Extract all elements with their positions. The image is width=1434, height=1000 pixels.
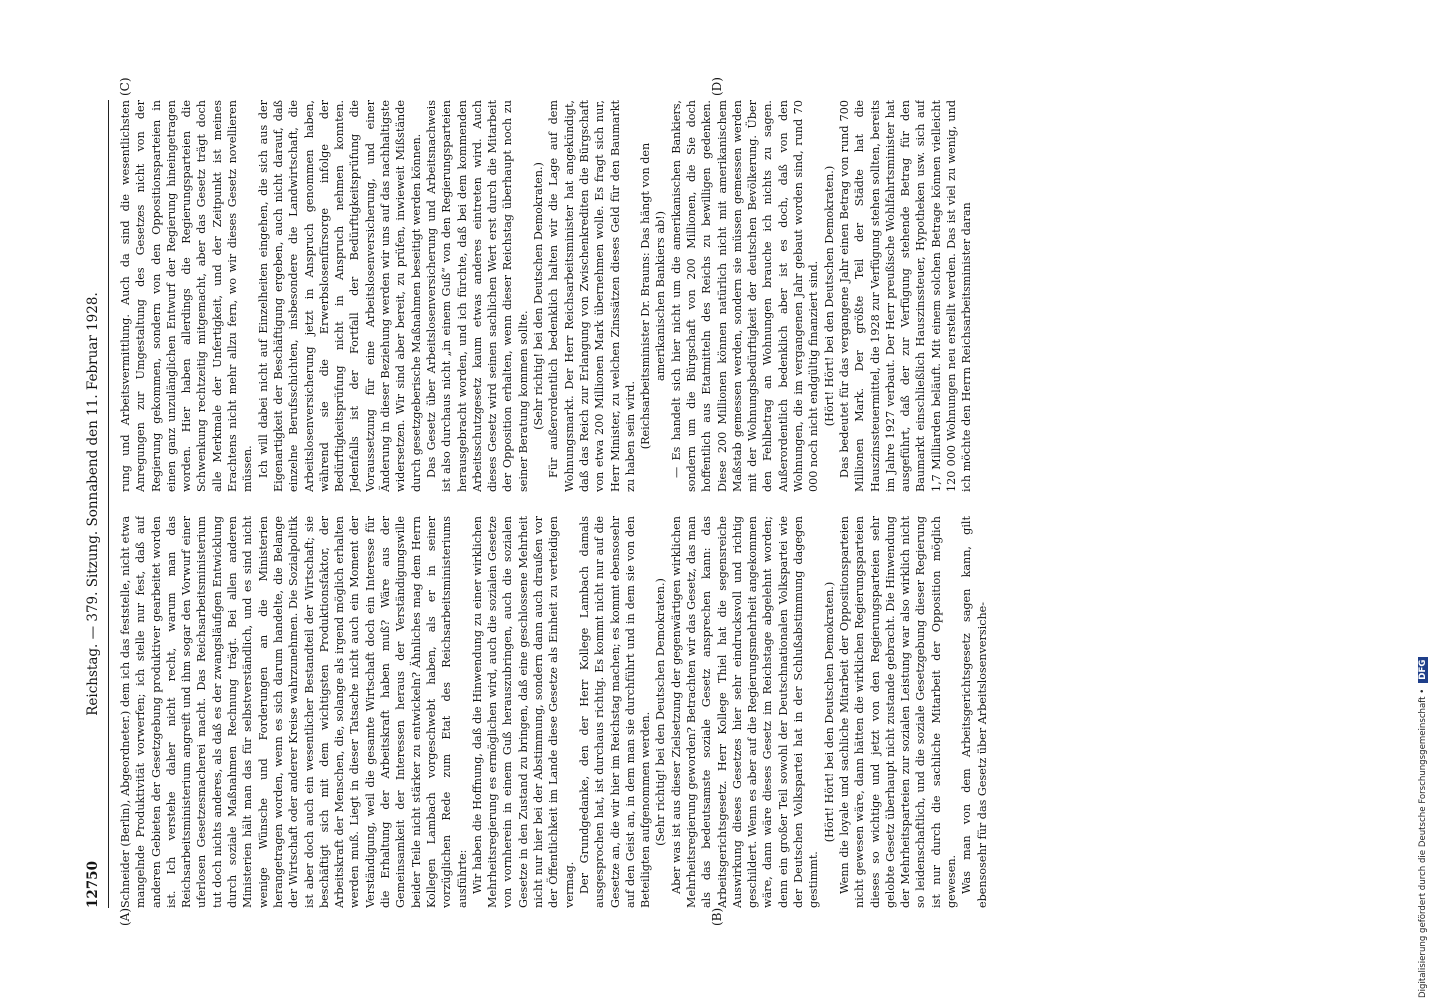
dfg-logo: DFG — [1418, 657, 1428, 683]
header-title: Reichstag. — 379. Sitzung. Sonnabend den 11. Februar 1928. — [85, 292, 101, 716]
text-column-left — [118, 516, 1308, 908]
paragraph: Das Gesetz über Arbeitslosenversicherung und Arbeitsnachweis ist also durchaus nicht „in einem Guß“ von den Regierungsparteien herausgebracht worden, und ich fürchte, daß bei dem kommenden Arbeitsschutzgesetz kaum etwas anderes eintreten wird. Auch dieses Gesetz wird seinen sachlichen Wert erst durch die Mitarbeit der Opposition erhalten, wenn dieser Reichstag überhaupt noch zu seiner Beratung kommen sollte. — [424, 100, 530, 492]
paragraph: Das bedeutet für das vergangene Jahr einen Betrag von rund 700 Millionen Mark. Der größte Teil der Städte hat die Hauszinssteuermittel, die 1928 zur Verfügung stehen sollten, bereits im Jahre 1927 verbaut. Der Herr preußische Wohlfahrtsminister hat ausgeführt, daß der zur Verfügung stehende Betrag für den Baumarkt einschließlich Hauszinssteuer, Hypotheken usw. sich auf 1,7 Milliarden beläuft. Mit einem solchen Betrage können vielleicht 120 000 Wohnungen neu erstellt werden. Das ist viel zu wenig, und ich möchte den Herrn Reichsarbeitsminister daran — [837, 100, 974, 492]
paragraph: Schneider (Berlin), Abgeordneter.) dem ich das feststelle, nicht etwa mangelnde Produktivität vorwerfen; ich stelle nur fest, daß auf anderen Gebieten der Gesetzgebung produktiver gearbeitet worden ist. Ich verstehe daher nicht recht, warum man das Reichsarbeitsministerium angreift und ihm sogar den Vorwurf einer uferlosen Gesetzesmacherei macht. Das Reichsarbeitsministerium tut doch nichts anderes, als daß es der zwangsläufigen Entwicklung durch soziale Maßnahmen Rechnung trägt. Bei allen anderen Ministerien hält man das für selbstverständlich, und es sind nicht wenige Wünsche und Forderungen an die Ministerien herangetragen worden, wenn es sich darum handelte, die Belange der Wirtschaft oder anderer Kreise wahrzunehmen. Die Sozialpolitik ist aber doch auch ein wesentlicher Bestandteil der Wirtschaft; sie beschäftigt sich mit dem wichtigsten Produktionsfaktor, der Arbeitskraft der Menschen, die, solange als irgend möglich erhalten werden muß. Liegt in dieser Tatsache nicht auch ein Moment der Verständigung, weil die gesamte Wirtschaft doch ein Interesse für die Erhaltung der Arbeitskraft haben muß? Wäre aus der Gemeinsamkeit der Interessen heraus der Verständigungswille beider Teile nicht stärker zu entwickeln? Ähnliches mag dem Herrn Kollegen Lambach vorgeschwebt haben, als er in seiner vorzüglichen Rede zum Etat des Reichsarbeitsministeriums ausführte: — [119, 516, 469, 908]
interjection: (Hört! Hört! bei den Deutschen Demokraten.) — [822, 581, 836, 843]
text-column-right — [118, 100, 1308, 492]
page-number: 12750 — [85, 861, 101, 908]
paragraph: Wenn die loyale und sachliche Mitarbeit der Oppositionsparteien nicht gewesen wäre, dann hätten die wirklichen Regierungsparteien dieses so wichtige und jetzt von den Regierungsparteien sehr gelobte Gesetz überhaupt nicht zustande gebracht. Die Hinwendung der Mehrheitsparteien zur sozialen Leistung war also wirklich nicht so leidenschaftlich, und die soziale Gesetzgebung dieser Regierung ist nur durch die sachliche Mitarbeit der Opposition möglich gewesen. — [837, 516, 959, 908]
interjection: (Reichsarbeitsminister Dr. Brauns: Das hängt von den amerikanischen Bankiers ab!) — [639, 142, 668, 450]
credit-text: Digitalisierung gefördert durch die Deutsche Forschungsgemeinschaft • — [1418, 688, 1428, 998]
interjection: (Sehr richtig! bei den Deutschen Demokraten.) — [654, 578, 668, 846]
header-rule — [108, 100, 109, 908]
quotation: Wir haben die Hoffnung, daß die Hinwendung zu einer wirklichen Mehrheitsregierung es ermöglichen wird, auch die sozialen Gesetze von vornherein in einem Guß herauszubringen, auch die sozialen Gesetze in den Zustand zu bringen, daß eine geschlossene Mehrheit nicht nur hier bei der Abstimmung, sondern dann auch draußen vor der Öffentlichkeit im Lande diese Gesetze als Einheit zu verteidigen vermag. — [470, 516, 576, 908]
interjection: (Hört! Hört! bei den Deutschen Demokraten.) — [822, 165, 836, 427]
paragraph: Was man von dem Arbeitsgerichtsgesetz sagen kann, gilt ebensosehr für das Gesetz über Arbeitslosenversiche- — [960, 516, 989, 908]
paragraph: Für außerordentlich bedenklich halten wir die Lage auf dem Wohnungsmarkt. Der Herr Reichsarbeitsminister hat angekündigt, daß das Reich zur Erlangung von Zwischenkrediten die Bürgschaft von etwa 200 Millionen Mark übernehmen wolle. Es fragt sich nur, Herr Minister, zu welchen Zinssätzen dieses Geld für den Baumarkt zu haben sein wird. — [547, 100, 637, 492]
paragraph: rung und Arbeitsvermittlung. Auch da sind die wesentlichsten Anregungen zur Umgestaltung des Gesetzes nicht von der Regierung gekommen, sondern von den Oppositionsparteien in einen ganz unzulänglichen Entwurf der Regierung hineingetragen worden. Hier haben allerdings die Regierungsparteien die Schwenkung rechtzeitig mitgemacht, aber das Gesetz trägt doch alle Merkmale der Unfertigkeit, und der Zeitpunkt ist meines Erachtens nicht mehr allzu fern, wo wir dieses Gesetz novellieren müssen. — [119, 100, 255, 492]
paragraph: Aber was ist aus dieser Zielsetzung der gegenwärtigen wirklichen Mehrheitsregierung geworden? Betrachten wir das Gesetz, das man als das bedeutsamste soziale Gesetz ansprechen kann: das Arbeitsgerichtsgesetz. Herr Kollege Thiel hat die segensreiche Auswirkung dieses Gesetzes hier sehr eindrucksvoll und richtig geschildert. Wenn es aber auf die Regierungsmehrheit angekommen wäre, dann wäre dieses Gesetz im Reichstage abgelehnt worden; denn ein großer Teil sowohl der Deutschnationalen Volkspartei wie der Deutschen Volkspartei hat in der Schlußabstimmung dagegen gestimmt. — [669, 516, 821, 908]
digitization-credit — [1418, 2, 1428, 998]
paragraph: — Es handelt sich hier nicht um die amerikanischen Bankiers, sondern um die Bürgschaft von 200 Millionen, die Sie doch hoffentlich aus Etatmitteln des Reichs zu bewilligen gedenken. Diese 200 Millionen können natürlich nicht mit amerikanischem Maßstab gemessen werden, sondern sie müssen gemessen werden mit der Wohnungsbedürftigkeit der deutschen Bevölkerung. Über den Fehlbetrag an Wohnungen brauche ich nichts zu sagen. Außerordentlich bedenklich aber ist es doch, daß von den Wohnungen, die im vergangenen Jahr gebaut worden sind, rund 70 000 noch nicht endgültig finanziert sind. — [669, 100, 821, 492]
margin-mark-c: (C) — [118, 77, 132, 96]
margin-mark-b: (B) — [710, 907, 724, 926]
margin-mark-d: (D) — [710, 77, 724, 96]
margin-mark-a: (A) — [118, 907, 132, 926]
paragraph: Der Grundgedanke, den der Herr Kollege Lambach damals ausgesprochen hat, ist durchaus richtig. Es kommt nicht nur auf die Gesetze an, die wir hier im Reichstag machen; es kommt ebensosehr auf den Geist an, in dem man sie durchführt und in dem sie von den Beteiligten aufgenommen werden. — [577, 516, 653, 908]
paragraph: Ich will dabei nicht auf Einzelheiten eingehen, die sich aus der Eigenartigkeit der Beschäftigung ergeben, auch nicht darauf, daß einzelne Berufsschichten, insbesondere die Landwirtschaft, die Arbeitslosenversicherung jetzt in Anspruch genommen haben, während sie die Erwerbslosenfürsorge infolge der Bedürftigkeitsprüfung nicht in Anspruch nehmen konnten. Jedenfalls ist der Fortfall der Bedürftigkeitsprüfung die Voraussetzung für eine Arbeitslosenversicherung, und einer Änderung in dieser Beziehung werden wir uns auf das nachhaltigste widersetzen. Wir sind aber bereit, zu prüfen, inwieweit Mißstände durch gesetzgeberische Maßnahmen beseitigt werden können. — [256, 100, 423, 492]
page-header — [85, 100, 107, 908]
interjection: (Sehr richtig! bei den Deutschen Demokraten.) — [532, 162, 546, 430]
